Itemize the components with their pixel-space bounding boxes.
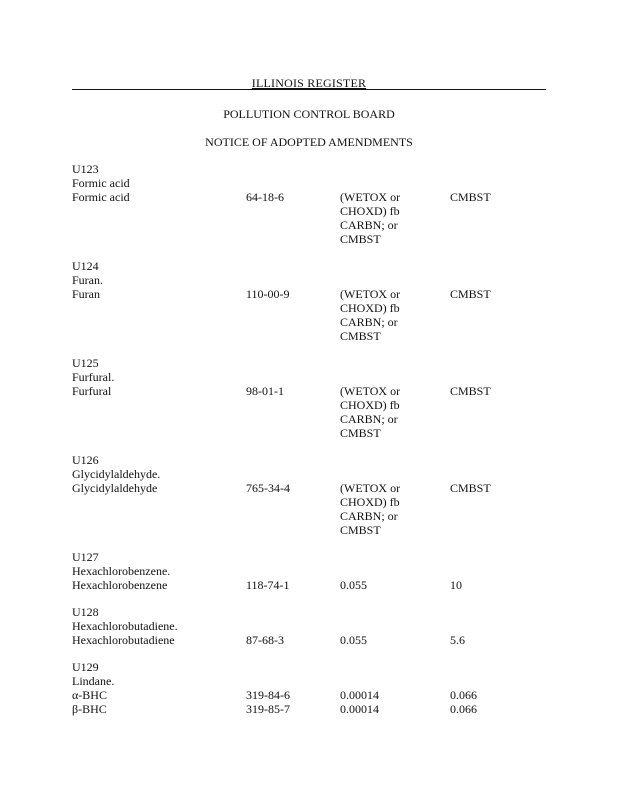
wastewater-line: CHOXD) fb [340, 495, 400, 509]
common-name: Formic acid [72, 176, 130, 190]
wastewater-line: (WETOX or [340, 481, 401, 495]
common-name: Glycidylaldehyde. [72, 467, 161, 481]
wastewater-standard [340, 633, 367, 647]
wastewater-line: CARBN; or [340, 509, 398, 523]
wastewater-standard [340, 481, 400, 537]
wastewater-line: CMBST [340, 232, 381, 246]
constituent-name: Glycidylaldehyde [72, 481, 158, 495]
cas-number: 118-74-1 [246, 578, 290, 592]
waste-entry [72, 453, 546, 537]
constituent-row [72, 190, 546, 246]
waste-code: U129 [72, 660, 99, 674]
waste-code: U126 [72, 453, 99, 467]
wastewater-line: CMBST [340, 329, 381, 343]
constituent-row [72, 384, 546, 440]
wastewater-line: CARBN; or [340, 315, 398, 329]
constituent-name: Hexachlorobenzene [72, 578, 168, 592]
wastewater-standard [340, 578, 367, 592]
waste-code: U124 [72, 259, 99, 273]
cas-number: 64-18-6 [246, 190, 284, 204]
nonwastewater-standard: 0.066 [450, 688, 477, 702]
constituent-row [72, 481, 546, 537]
wastewater-standard [340, 287, 400, 343]
common-name: Furfural. [72, 370, 115, 384]
waste-entry [72, 162, 546, 246]
common-name: Hexachlorobutadiene. [72, 619, 178, 633]
constituent-name: β-BHC [72, 702, 107, 716]
cas-number: 98-01-1 [246, 384, 284, 398]
common-name: Lindane. [72, 674, 115, 688]
wastewater-line: (WETOX or [340, 287, 401, 301]
cas-number: 765-34-4 [246, 481, 290, 495]
constituent-row [72, 578, 546, 592]
constituent-name: Furfural [72, 384, 112, 398]
cas-number: 319-85-7 [246, 702, 290, 716]
waste-code: U127 [72, 550, 99, 564]
constituent-row [72, 287, 546, 343]
constituent-name: Furan [72, 287, 100, 301]
waste-code-table [72, 162, 546, 729]
wastewater-line: 0.055 [340, 578, 367, 592]
wastewater-line: CHOXD) fb [340, 204, 400, 218]
constituent-name: Hexachlorobutadiene [72, 633, 175, 647]
wastewater-line: CARBN; or [340, 412, 398, 426]
wastewater-line: 0.00014 [340, 688, 379, 702]
wastewater-line: (WETOX or [340, 190, 401, 204]
constituent-row [72, 688, 546, 702]
nonwastewater-standard: CMBST [450, 384, 491, 398]
wastewater-standard [340, 702, 379, 716]
wastewater-line: (WETOX or [340, 384, 401, 398]
wastewater-standard [340, 384, 400, 440]
waste-entry [72, 356, 546, 440]
constituent-name: α-BHC [72, 688, 107, 702]
cas-number: 319-84-6 [246, 688, 290, 702]
wastewater-line: CHOXD) fb [340, 301, 400, 315]
waste-entry [72, 550, 546, 592]
wastewater-standard [340, 688, 379, 702]
constituent-row [72, 702, 546, 716]
cas-number: 110-00-9 [246, 287, 290, 301]
nonwastewater-standard: CMBST [450, 190, 491, 204]
nonwastewater-standard: 0.066 [450, 702, 477, 716]
waste-code: U128 [72, 605, 99, 619]
nonwastewater-standard: 5.6 [450, 633, 465, 647]
common-name: Hexachlorobenzene. [72, 564, 171, 578]
nonwastewater-standard: CMBST [450, 481, 491, 495]
common-name: Furan. [72, 273, 103, 287]
wastewater-line: CMBST [340, 426, 381, 440]
waste-code: U125 [72, 356, 99, 370]
waste-entry [72, 259, 546, 343]
constituent-row [72, 633, 546, 647]
notice-title: NOTICE OF ADOPTED AMENDMENTS [205, 135, 413, 149]
waste-code: U123 [72, 162, 99, 176]
wastewater-standard [340, 190, 400, 246]
constituent-name: Formic acid [72, 190, 130, 204]
waste-entry [72, 605, 546, 647]
cas-number: 87-68-3 [246, 633, 284, 647]
wastewater-line: CMBST [340, 523, 381, 537]
nonwastewater-standard: CMBST [450, 287, 491, 301]
board-name: POLLUTION CONTROL BOARD [223, 107, 395, 121]
register-title: ILLINOIS REGISTER [251, 76, 367, 90]
wastewater-line: 0.00014 [340, 702, 379, 716]
nonwastewater-standard: 10 [450, 578, 462, 592]
wastewater-line: CHOXD) fb [340, 398, 400, 412]
wastewater-line: 0.055 [340, 633, 367, 647]
waste-entry [72, 660, 546, 716]
wastewater-line: CARBN; or [340, 218, 398, 232]
